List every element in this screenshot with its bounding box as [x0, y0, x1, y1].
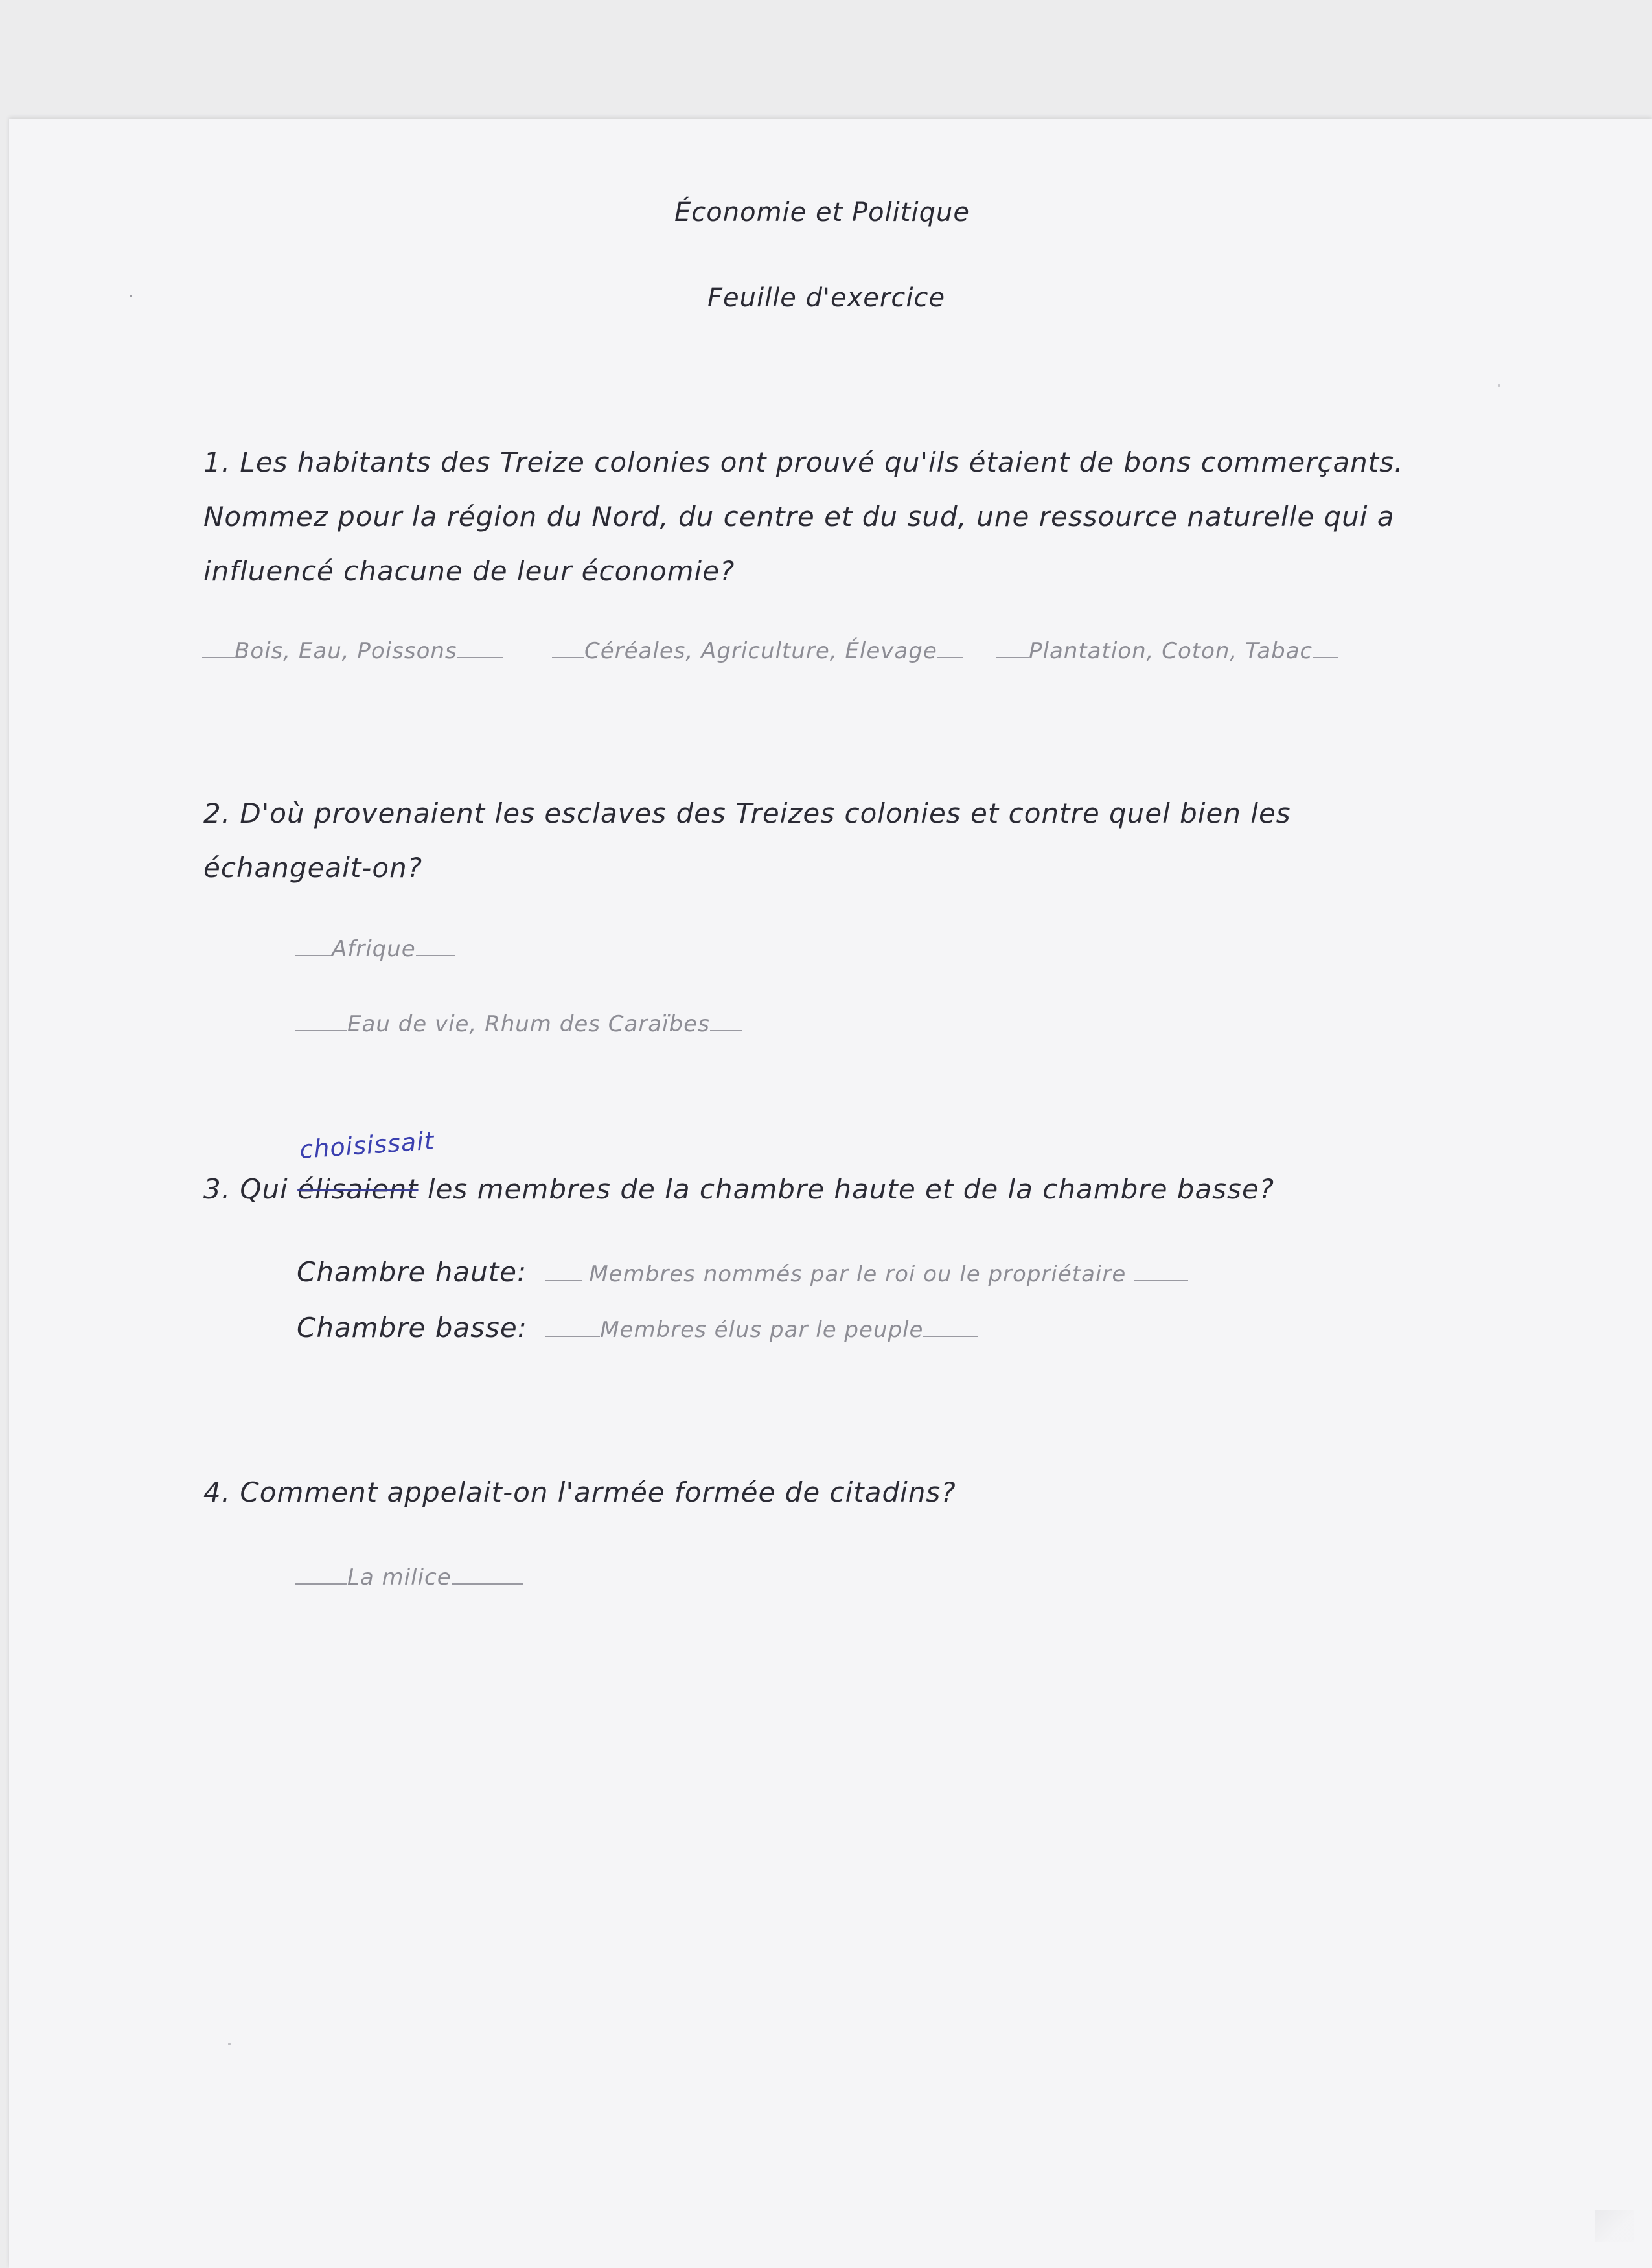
question-3-rest: les membres de la chambre haute et de la chambre basse? — [427, 1173, 1275, 1205]
scan-speck — [1498, 384, 1500, 387]
blank-line — [923, 1335, 978, 1337]
answer-1-center — [552, 638, 963, 664]
answer-1-south-text: Plantation, Coton, Tabac — [1029, 638, 1313, 664]
blank-line — [295, 1583, 347, 1585]
answer-4-text: La milice — [347, 1564, 452, 1590]
lower-chamber-answer — [545, 1317, 978, 1343]
blank-line — [295, 1029, 347, 1031]
lower-chamber-answer-text: Membres élus par le peuple — [600, 1317, 924, 1343]
question-3-line — [203, 1173, 1274, 1205]
answer-2-exchange-text: Eau de vie, Rhum des Caraïbes — [347, 1011, 710, 1037]
question-2-line-2: échangeait-on? — [203, 852, 423, 884]
question-4-line: 4. Comment appelait-on l'armée formée de citadins? — [203, 1476, 956, 1508]
scan-speck — [130, 295, 132, 297]
scan-corner-mark — [1595, 2210, 1634, 2242]
answer-1-north — [202, 638, 503, 664]
handwritten-correction: choisissait — [298, 1126, 435, 1164]
blank-line — [937, 656, 963, 658]
scan-speck — [228, 2043, 231, 2045]
upper-chamber-answer — [545, 1261, 1189, 1287]
question-1-line-1: 1. Les habitants des Treize colonies ont prouvé qu'ils étaient de bons commerçants. — [203, 446, 1404, 478]
answer-2-origin-text: Afrique — [332, 936, 416, 962]
answer-2-origin — [295, 936, 455, 962]
document-title: Économie et Politique — [674, 198, 970, 227]
blank-line — [452, 1583, 523, 1585]
question-1-line-2: Nommez pour la région du Nord, du centre et du sud, une ressource naturelle qui a — [203, 501, 1395, 533]
question-1-line-3: influencé chacune de leur économie? — [203, 555, 735, 587]
struck-out-word: élisaient — [297, 1173, 419, 1205]
lower-chamber-row — [297, 1312, 978, 1344]
blank-line — [545, 1279, 582, 1281]
blank-line — [710, 1029, 742, 1031]
blank-line — [202, 656, 235, 658]
question-2-line-1: 2. D'où provenaient les esclaves des Treizes colonies et contre quel bien les — [203, 797, 1291, 829]
answer-1-center-text: Céréales, Agriculture, Élevage — [584, 638, 937, 664]
blank-line — [552, 656, 584, 658]
blank-line — [416, 954, 455, 956]
paper-sheet — [9, 119, 1652, 2268]
blank-line — [295, 954, 332, 956]
blank-line — [996, 656, 1029, 658]
blank-line — [545, 1335, 600, 1337]
blank-line — [1313, 656, 1338, 658]
blank-line — [1134, 1279, 1188, 1281]
document-subtitle: Feuille d'exercice — [707, 283, 946, 313]
upper-chamber-row — [297, 1256, 1188, 1288]
answer-1-north-text: Bois, Eau, Poissons — [235, 638, 457, 664]
lower-chamber-label: Chambre basse: — [297, 1312, 527, 1344]
blank-line — [457, 656, 503, 658]
answer-1-south — [996, 638, 1338, 664]
question-3-number: 3. Qui — [203, 1173, 288, 1205]
answer-4 — [295, 1564, 523, 1590]
upper-chamber-answer-text: Membres nommés par le roi ou le propriétaire — [589, 1261, 1127, 1287]
upper-chamber-label: Chambre haute: — [297, 1256, 527, 1288]
answer-2-exchange — [295, 1011, 742, 1037]
